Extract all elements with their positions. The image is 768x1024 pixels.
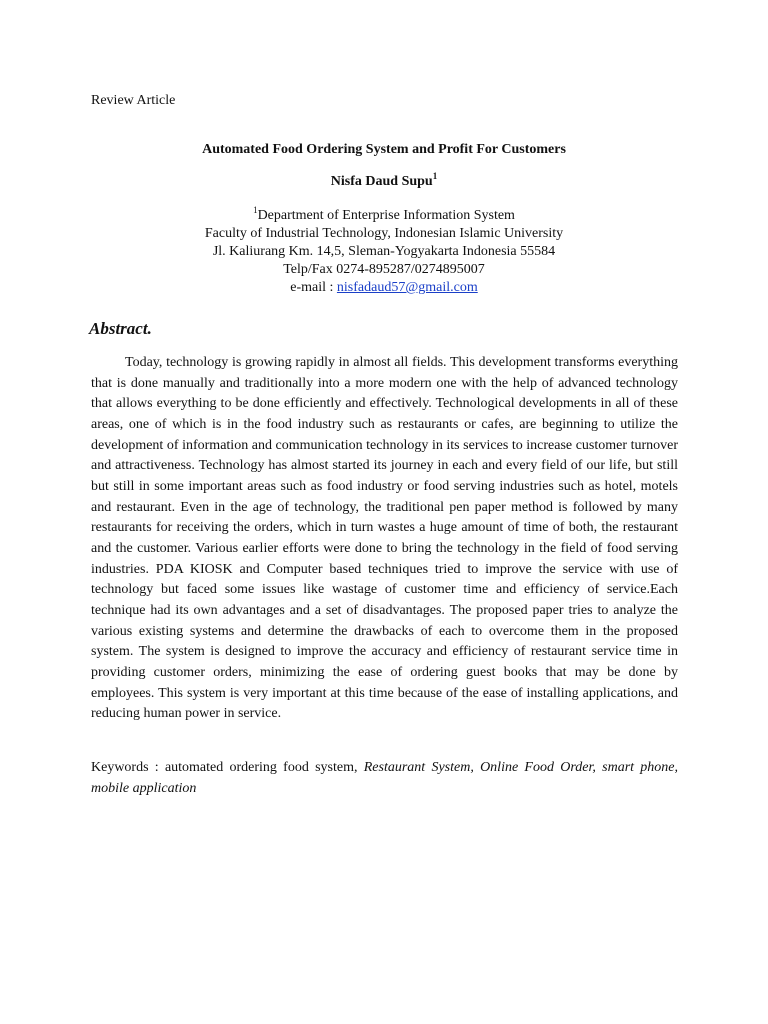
affiliation-address: Jl. Kaliurang Km. 14,5, Sleman-Yogyakarta Indonesia 55584 [212,244,556,259]
author-superscript: 1 [432,171,438,181]
keywords-italic: Restaurant System, Online Food Order, smart phone, mobile application [91,760,678,796]
affiliation-phone: Telp/Fax 0274-895287/0274895007 [283,262,485,277]
abstract-heading [89,318,152,340]
email-label: e-mail : [290,280,337,295]
keywords [91,758,678,799]
abstract-body: Today, technology is growing rapidly in almost all fields. This development transforms everything that is done manually and traditionally into a more modern one with the help of advanced technology that allows everything to be done efficiently and effectively. Technological developments in all of these areas, one of which is in the food industry such as restaurants or cafes, are beginning to utilize the development of information and communication technology in its services to increase customer turnover and attractiveness. Technology has almost started its journey in each and every field of our life, but still but still in some important areas such as food industry or food serving industries such as hotel, motels and restaurant. Even in the age of technology, the traditional pen paper method is followed by many restaurants for receiving the orders, which in turn wastes a huge amount of time of both, the restaurant and the customer. Various earlier efforts were done to bring the technology in the field of food serving industries. PDA KIOSK and Computer based techniques tried to improve the service with use of technology but faced some issues like wastage of customer time and efficiency of service.Each technique had its own advantages and a set of disadvantages. The proposed paper tries to analyze the various existing systems and determine the drawbacks of each to overcome them in the proposed system. The system is designed to improve the accuracy and efficiency of restaurant service time in providing customer orders, minimizing the ease of ordering guest books that may be done by employees. This system is very important at this time because of the ease of installing applications, and reducing human power in service. [91,355,678,722]
article-type: Review Article [91,93,176,108]
affiliation-department: Department of Enterprise Information System [257,208,515,223]
abstract-heading-text: Abstract [89,319,148,338]
keywords-label: Keywords : automated ordering food system, [91,760,364,775]
affiliation-faculty: Faculty of Industrial Technology, Indonesian Islamic University [204,226,564,241]
author-name: Nisfa Daud Supu [330,174,433,189]
affiliation-block [0,207,768,297]
abstract-heading-period: . [147,319,152,338]
affiliation-department-line [0,207,768,225]
affiliation-email-line [0,279,768,297]
author-line [0,173,768,191]
paper-title: Automated Food Ordering System and Profit For Customers [202,142,566,157]
email-link[interactable]: nisfadaud57@gmail.com [336,280,478,295]
affiliation-superscript: 1 [253,205,258,215]
